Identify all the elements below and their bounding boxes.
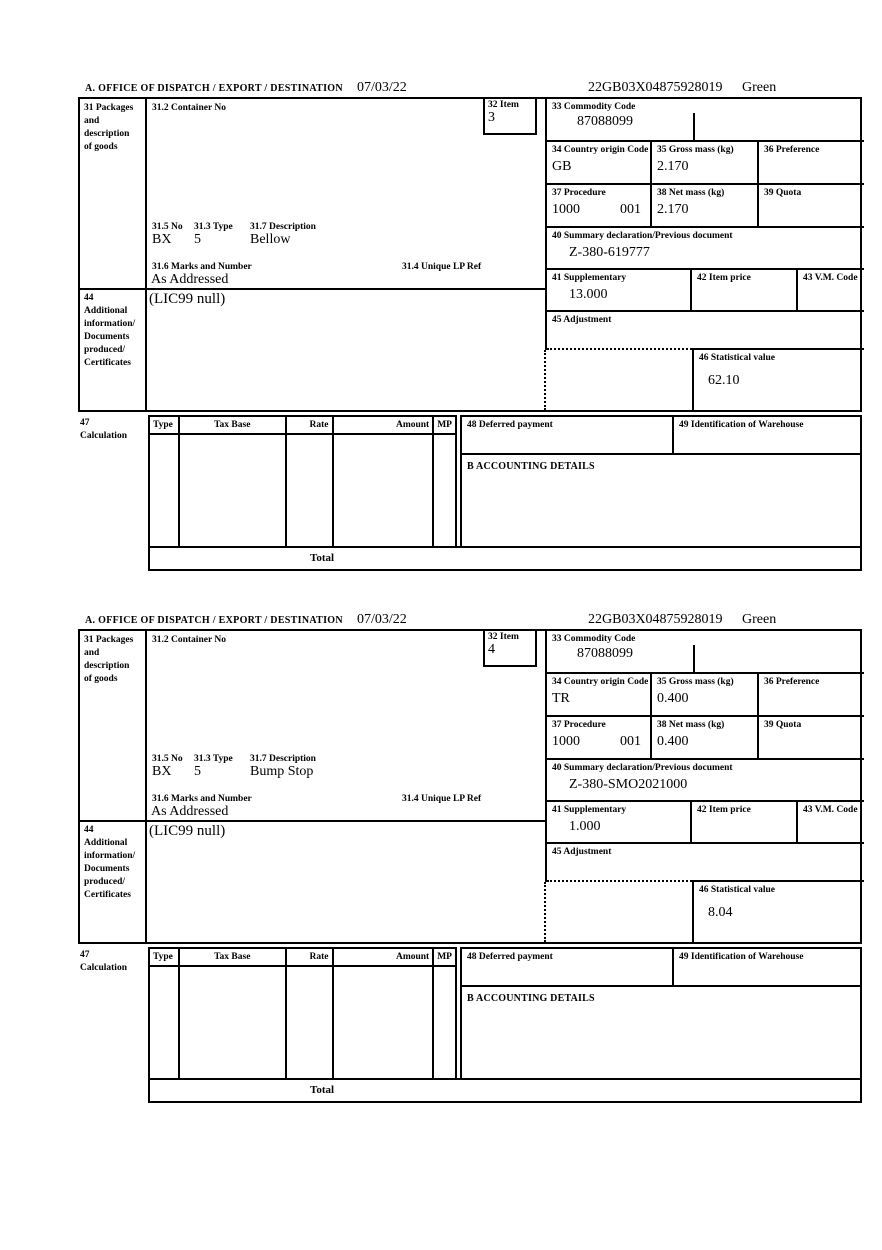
warehouse-identification-label: 49 Identification of Warehouse [679,420,804,430]
net-mass-value: 2.170 [657,202,689,217]
box31-label [84,634,144,686]
container-no-label: 31.2 Container No [152,635,226,645]
quota-label: 39 Quota [764,720,802,730]
dotted-vertical-divider [544,350,546,410]
marks-and-number-label: 31.6 Marks and Number [152,262,252,272]
supplementary-label: 41 Supplementary [552,805,627,815]
commodity-code-label: 33 Commodity Code [552,634,636,644]
calculation-table [148,415,457,548]
gross-mass-label: 35 Gross mass (kg) [657,677,734,687]
gross-mass-box [652,674,759,717]
procedure-label: 37 Procedure [552,188,606,198]
procedure-ext-code: 001 [620,202,641,217]
goods-item-block [78,629,862,944]
gross-mass-box [652,142,759,185]
type-column-header: Type [150,417,178,435]
country-origin-label: 34 Country origin Code [552,677,649,687]
procedure-value [547,730,650,750]
adjustment-label: 45 Adjustment [552,847,612,857]
statistical-value-label: 46 Statistical value [699,885,775,895]
country-origin-box [547,674,652,717]
procedure-box [547,185,652,228]
commodity-code-value: 87088099 [577,646,633,661]
goods-item-block [78,97,862,412]
supplementary-value: 1.000 [569,819,601,834]
preference-label: 36 Preference [764,677,820,687]
statistical-value-box [692,882,864,942]
calc-col-mp [434,949,455,1078]
preference-box [759,142,864,185]
statistical-value: 8.04 [708,905,733,920]
commodity-code-subdivider [693,113,695,140]
calculation-table [148,947,457,1080]
box47-label-number: 47 [80,950,90,960]
left-column-divider [145,631,147,942]
package-no-value: BX [152,232,172,247]
box31-label-line3: description [84,129,130,139]
item-number-label: 32 Item [488,100,519,110]
calc-col-tax-base [180,949,287,1078]
statistical-value: 62.10 [708,373,740,388]
box44-label-line6: Certificates [84,890,131,900]
box31-label-line1: 31 Packages [84,635,134,645]
box44-label [84,292,144,370]
quota-box [759,717,864,760]
calc-col-rate [287,417,334,546]
rate-column-header: Rate [287,417,332,435]
package-type-label: 31.3 Type [194,754,233,764]
mp-column-header: MP [434,417,455,435]
calc-col-rate [287,949,334,1078]
mp-column-header: MP [434,949,455,967]
quota-box [759,185,864,228]
box31-label-line4: of goods [84,674,118,684]
commodity-code-value: 87088099 [577,114,633,129]
box44-label-line6: Certificates [84,358,131,368]
adjustment-box [547,312,864,348]
goods-description-label: 31.7 Description [250,222,316,232]
procedure-ext-code: 001 [620,734,641,749]
net-mass-box [652,717,759,760]
calc-col-amount [334,417,435,546]
package-type-value: 5 [194,764,201,779]
vm-code-label: 43 V.M. Code [803,273,858,283]
package-no-label: 31.5 No [152,754,183,764]
procedure-code: 1000 [552,202,580,217]
box47-label-text: Calculation [80,963,127,973]
vm-code-box [798,802,864,844]
previous-document-box [547,760,864,802]
preference-box [759,674,864,717]
vm-code-box [798,270,864,312]
goods-description-label: 31.7 Description [250,754,316,764]
box47-label-text: Calculation [80,431,127,441]
box31-label [84,102,144,154]
country-origin-box [547,142,652,185]
country-origin-label: 34 Country origin Code [552,145,649,155]
package-type-label: 31.3 Type [194,222,233,232]
item-number-box [483,99,537,135]
total-row [148,1078,862,1103]
goods-description-value: Bellow [250,232,291,247]
box44-label-line3: information/ [84,319,136,329]
box44-label-line4: Documents [84,332,130,342]
tax-base-column-header: Tax Base [180,949,285,967]
payment-accounting-block [460,947,862,1080]
gross-mass-label: 35 Gross mass (kg) [657,145,734,155]
box31-label-line3: description [84,661,130,671]
dotted-vertical-divider [544,882,546,942]
box44-label-line3: information/ [84,851,136,861]
deferred-payment-box [462,949,674,987]
container-no-label: 31.2 Container No [152,103,226,113]
goods-description-value: Bump Stop [250,764,314,779]
item-number-value: 4 [488,642,495,657]
commodity-code-box [547,631,864,674]
box44-label-line4: Documents [84,864,130,874]
adjustment-label: 45 Adjustment [552,315,612,325]
previous-document-value: Z-380-619777 [569,245,650,260]
quota-label: 39 Quota [764,188,802,198]
additional-information-value: (LIC99 null) [149,291,226,307]
type-column-header: Type [150,949,178,967]
unique-lp-ref-label: 31.4 Unique LP Ref [402,794,482,804]
commodity-code-box [547,99,864,142]
total-row [148,546,862,571]
net-mass-label: 38 Net mass (kg) [657,720,725,730]
supplementary-box [547,802,692,844]
box31-label-line2: and [84,116,100,126]
unique-lp-ref-label: 31.4 Unique LP Ref [402,262,482,272]
box44-top-divider [80,820,547,822]
accounting-details-heading: B ACCOUNTING DETAILS [467,993,595,1004]
package-no-label: 31.5 No [152,222,183,232]
calc-col-tax-base [180,417,287,546]
left-column-divider [145,99,147,410]
previous-document-box [547,228,864,270]
item-number-label: 32 Item [488,632,519,642]
marks-and-number-value: As Addressed [151,272,229,287]
commodity-code-label: 33 Commodity Code [552,102,636,112]
box44-label [84,824,144,902]
warehouse-identification-box [674,949,860,987]
total-label: Total [310,552,335,564]
route-status: Green [742,80,777,95]
box47-label-number: 47 [80,418,90,428]
supplementary-value: 13.000 [569,287,608,302]
item-price-box [692,802,798,844]
item-number-value: 3 [488,110,495,125]
dotted-horizontal-divider [547,880,692,882]
supplementary-box [547,270,692,312]
statistical-value-box [692,350,864,410]
amount-column-header: Amount [334,417,433,435]
warehouse-identification-label: 49 Identification of Warehouse [679,952,804,962]
declaration-date: 07/03/22 [357,80,407,95]
country-origin-value: GB [552,159,572,174]
procedure-code: 1000 [552,734,580,749]
country-origin-value: TR [552,691,570,706]
statistical-value-label: 46 Statistical value [699,353,775,363]
preference-label: 36 Preference [764,145,820,155]
deferred-payment-label: 48 Deferred payment [467,952,553,962]
box44-label-line2: Additional [84,838,128,848]
box31-label-line1: 31 Packages [84,103,134,113]
dotted-horizontal-divider [547,348,692,350]
box31-label-line2: and [84,648,100,658]
item-price-box [692,270,798,312]
payment-accounting-block [460,415,862,548]
accounting-details-heading: B ACCOUNTING DETAILS [467,461,595,472]
additional-information-value: (LIC99 null) [149,823,226,839]
box44-label-line2: Additional [84,306,128,316]
previous-document-value: Z-380-SMO2021000 [569,777,688,792]
box44-label-line1: 44 [84,825,94,835]
adjustment-box [547,844,864,880]
procedure-box [547,717,652,760]
declaration-item-section [78,80,862,572]
procedure-label: 37 Procedure [552,720,606,730]
net-mass-label: 38 Net mass (kg) [657,188,725,198]
calc-col-mp [434,417,455,546]
deferred-payment-box [462,417,674,455]
package-type-value: 5 [194,232,201,247]
declaration-item-section [78,612,862,1104]
net-mass-box [652,185,759,228]
declaration-reference-number: 22GB03X04875928019 [588,80,723,95]
tax-base-column-header: Tax Base [180,417,285,435]
item-price-label: 42 Item price [697,805,751,815]
gross-mass-value: 2.170 [657,159,689,174]
procedure-value [547,198,650,218]
total-label: Total [310,1084,335,1096]
route-status: Green [742,612,777,627]
item-number-box [483,631,537,667]
box44-top-divider [80,288,547,290]
amount-column-header: Amount [334,949,433,967]
calc-col-amount [334,949,435,1078]
box47-label [80,417,142,443]
deferred-payment-label: 48 Deferred payment [467,420,553,430]
commodity-code-subdivider [693,645,695,672]
net-mass-value: 0.400 [657,734,689,749]
marks-and-number-value: As Addressed [151,804,229,819]
box44-label-line5: produced/ [84,345,126,355]
calc-col-type [150,949,180,1078]
office-of-dispatch-heading: A. OFFICE OF DISPATCH / EXPORT / DESTINATION [85,83,343,94]
previous-document-label: 40 Summary declaration/Previous document [552,231,733,241]
box44-label-line5: produced/ [84,877,126,887]
calc-col-type [150,417,180,546]
box44-label-line1: 44 [84,293,94,303]
warehouse-identification-box [674,417,860,455]
vm-code-label: 43 V.M. Code [803,805,858,815]
marks-and-number-label: 31.6 Marks and Number [152,794,252,804]
item-price-label: 42 Item price [697,273,751,283]
gross-mass-value: 0.400 [657,691,689,706]
office-of-dispatch-heading: A. OFFICE OF DISPATCH / EXPORT / DESTINATION [85,615,343,626]
declaration-reference-number: 22GB03X04875928019 [588,612,723,627]
package-no-value: BX [152,764,172,779]
box31-label-line4: of goods [84,142,118,152]
box47-label [80,949,142,975]
rate-column-header: Rate [287,949,332,967]
declaration-date: 07/03/22 [357,612,407,627]
supplementary-label: 41 Supplementary [552,273,627,283]
previous-document-label: 40 Summary declaration/Previous document [552,763,733,773]
